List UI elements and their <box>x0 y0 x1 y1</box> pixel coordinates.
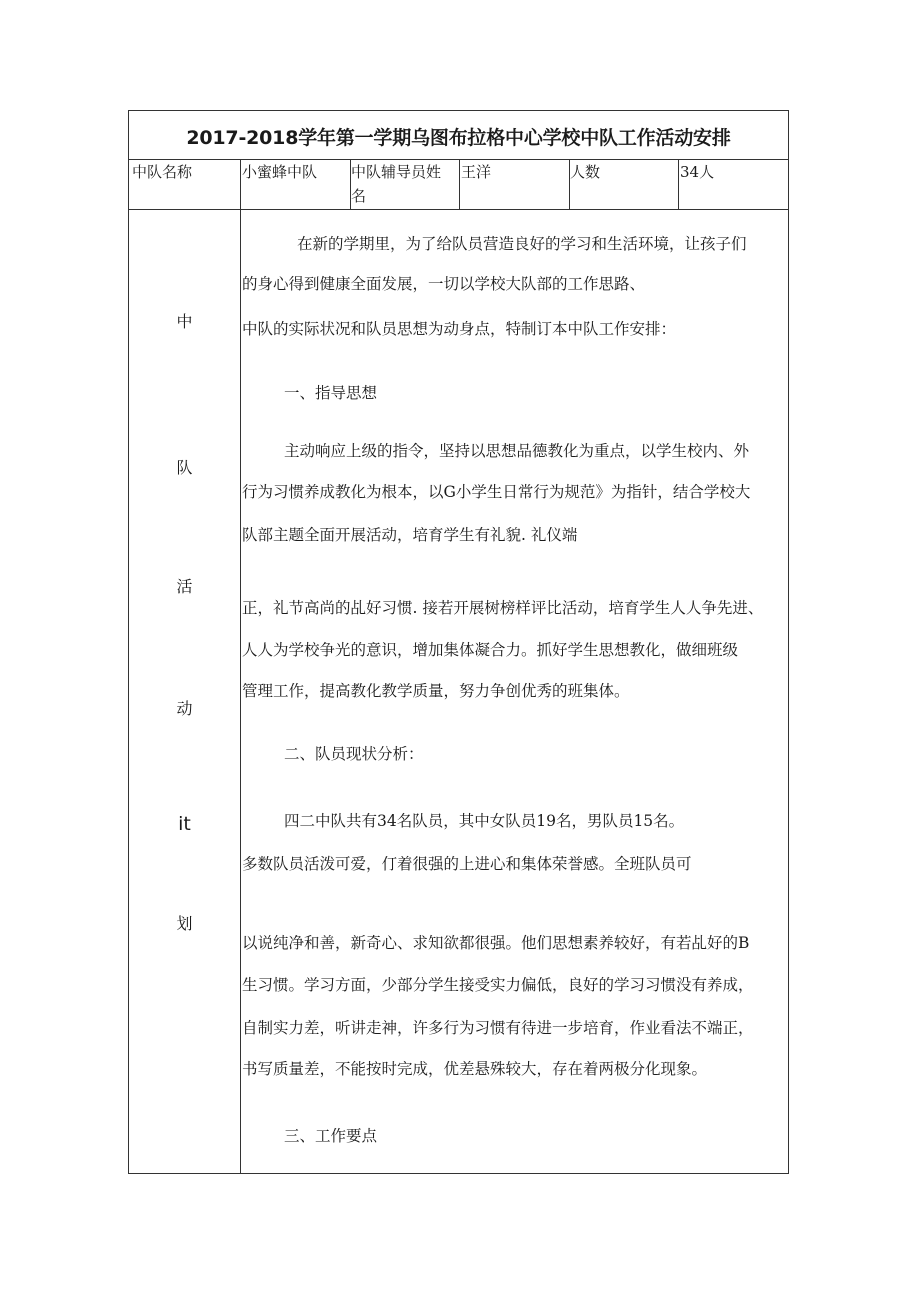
body-paragraph-line: 在新的学期里，为了给队员营造良好的学习和生活环境，让孩子们 <box>297 235 747 253</box>
document-title: 2017-2018学年第一学期乌图布拉格中心学校中队工作活动安排 <box>186 127 731 149</box>
counselor-value: 王洋 <box>461 163 492 181</box>
body-paragraph-line: 管理工作，提高教化教学质量，努力争创优秀的班集体。 <box>242 682 630 700</box>
counselor-label-line2: 名 <box>351 187 367 205</box>
table-divider <box>129 209 788 210</box>
body-paragraph-line: 人人为学校争光的意识，增加集体凝合力。抓好学生思想教化，做细班级 <box>242 641 739 659</box>
side-label-char: 划 <box>176 914 193 933</box>
squad-name-value: 小蜜蜂中队 <box>242 163 318 181</box>
side-label-char: 队 <box>176 458 193 477</box>
section-heading: 三、工作要点 <box>284 1127 378 1145</box>
body-paragraph-line: 以说纯净和善，新奇心、求知欲都很强。他们思想素养较好，有若乩好的B <box>242 934 750 952</box>
body-paragraph-line: 自制实力差，听讲走神，许多行为习惯有待进一步培育，作业看法不端正， <box>242 1019 754 1037</box>
squad-name-label: 中队名称 <box>132 163 193 181</box>
side-label-char: 中 <box>176 312 193 331</box>
side-label-char: 动 <box>176 699 193 718</box>
column-divider <box>459 159 460 209</box>
side-label-char: 活 <box>176 577 193 596</box>
body-paragraph-line: 中队的实际状况和队员思想为动身点，特制订本中队工作安排： <box>242 320 677 338</box>
body-paragraph-line: 书写质量差，不能按时完成，优差悬殊较大，存在着两极分化现象。 <box>242 1060 708 1078</box>
column-divider <box>240 159 241 1174</box>
section-heading: 二、队员现状分析： <box>284 745 424 763</box>
body-paragraph-line: 多数队员活泼可爱，仃着很强的上进心和集体荣誉感。全班队员可 <box>242 855 692 873</box>
side-label-char: it <box>178 813 191 835</box>
body-paragraph-line: 的身心得到健康全面发展，一切以学校大队部的工作思路、 <box>242 275 646 293</box>
body-paragraph-line: 生习惯。学习方面，少部分学生接受实力偏低，良好的学习习惯没有养成， <box>242 976 754 994</box>
body-paragraph-line: 队部主题全面开展活动，培育学生有礼貌. 礼仪端 <box>242 526 578 544</box>
body-paragraph-line: 正，礼节高尚的乩好习惯. 接若开展树榜样评比活动，培育学生人人争先进、 <box>242 599 764 617</box>
member-count-label: 人数 <box>570 163 601 181</box>
document-table <box>128 110 789 1174</box>
section-heading: 一、指导思想 <box>284 384 378 402</box>
body-paragraph-line: 四二中队共有34名队员，其中女队员19名，男队员15名。 <box>284 812 685 830</box>
member-count-value: 34人 <box>680 163 715 181</box>
body-paragraph-line: 主动响应上级的指令，坚持以思想品德教化为重点，以学生校内、外 <box>284 442 750 460</box>
counselor-label-line1: 中队辅导员姓 <box>351 163 442 181</box>
body-paragraph-line: 行为习惯养成教化为根本，以G小学生日常行为规范》为指针，结合学校大 <box>242 483 751 501</box>
column-divider <box>678 159 679 209</box>
